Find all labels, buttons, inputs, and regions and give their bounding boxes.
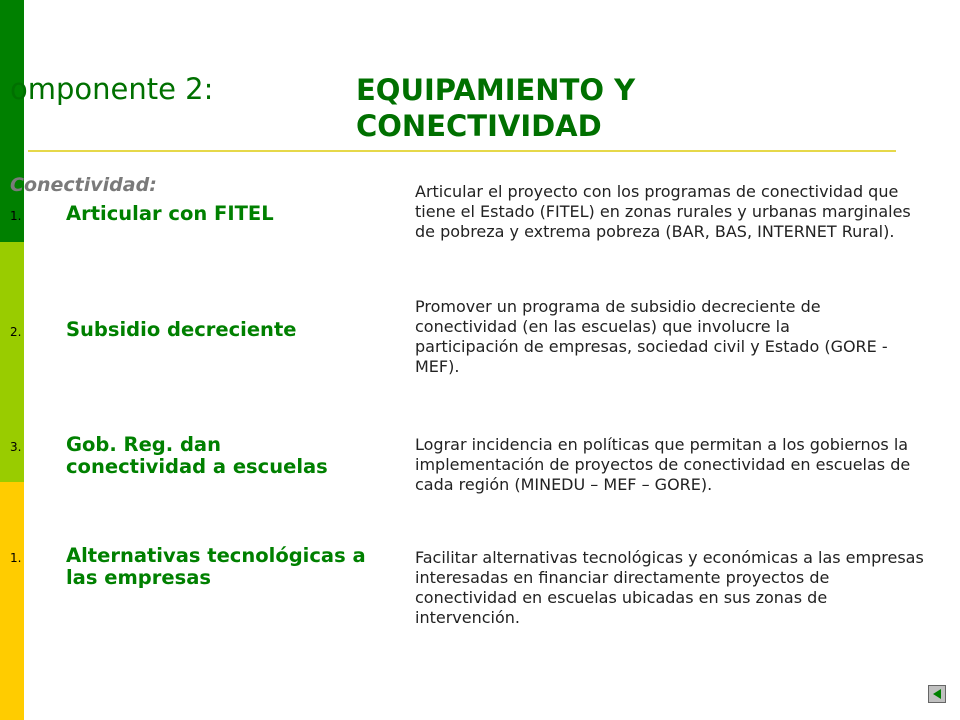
title-divider (28, 150, 896, 152)
title-line-2: CONECTIVIDAD (356, 109, 602, 143)
item-description: Articular el proyecto con los programas de conectividad que tiene el Estado (FITEL) en zonas rurales y urbanas marginales de pobreza y extrema pobreza (BAR, BAS, INTERNET Rural). (415, 182, 911, 241)
item-label: Alternativas tecnológicas a las empresas (66, 544, 366, 589)
item-label: Articular con FITEL (66, 202, 274, 225)
list-item (10, 319, 366, 341)
item-number: 2. (10, 325, 22, 339)
item-number: 1. (10, 209, 22, 223)
section-subhead: Conectividad: (10, 174, 157, 196)
list-item (10, 545, 366, 589)
item-description: Promover un programa de subsidio decreciente de conectividad (en las escuelas) que involucre la participación de empresas, sociedad civil y Estado (GORE - MEF). (415, 297, 888, 376)
title-main (356, 72, 635, 144)
back-arrow-icon (933, 689, 941, 699)
list-item (10, 434, 366, 478)
item-number: 3. (10, 440, 22, 454)
item-description: Lograr incidencia en políticas que permitan a los gobiernos la implementación de proyectos de conectividad en escuelas de cada región (MINEDU – MEF – GORE). (415, 435, 911, 494)
title-line-1: EQUIPAMIENTO Y (356, 73, 636, 107)
list-item (10, 203, 366, 225)
item-label: Subsidio decreciente (66, 318, 297, 341)
item-number: 1. (10, 551, 22, 565)
back-button[interactable] (928, 685, 946, 703)
item-label: Gob. Reg. dan conectividad a escuelas (66, 433, 328, 478)
title-component: omponente 2: (10, 72, 214, 106)
item-description: Facilitar alternativas tecnológicas y económicas a las empresas interesadas en financiar directamente proyectos de conectividad en escuelas ubicadas en sus zonas de intervención. (415, 548, 924, 627)
side-bar-yellow (0, 482, 24, 720)
